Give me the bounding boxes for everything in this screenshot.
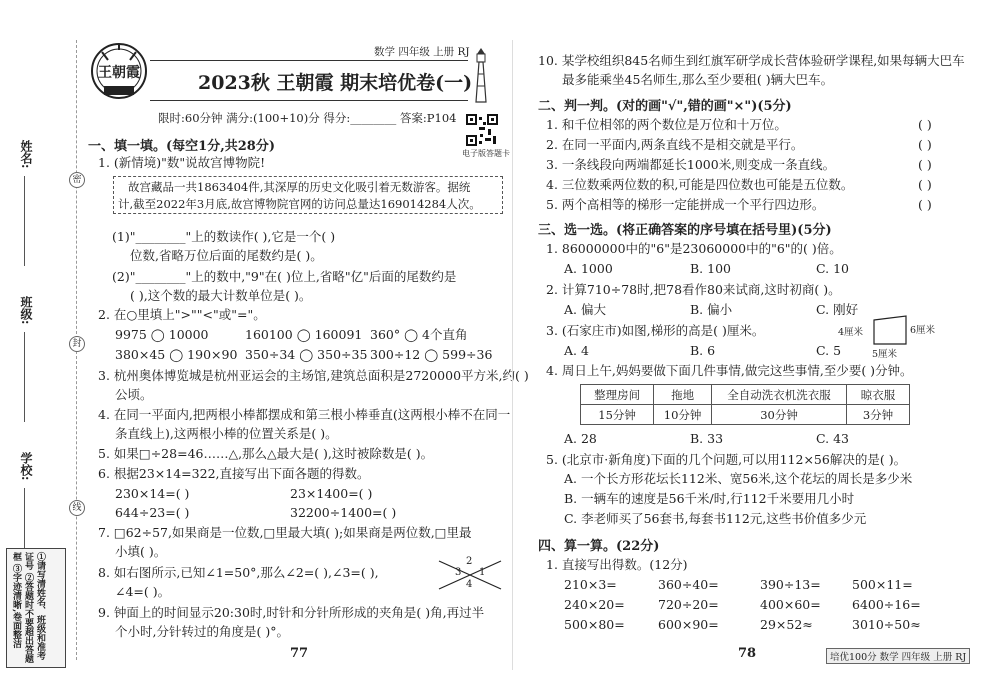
compare-r1-c2: 160100 ◯ 160091 [245,327,363,342]
chore-time-1: 15分钟 [581,405,654,425]
section-choice: 三、选一选。(将正确答案的序号填在括号里)(5分) [538,223,832,238]
judge-answer-2[interactable]: ( ) [918,137,932,152]
exam-info: 限时:60分钟 满分:(100+10)分 得分:________ 答案:P104 [158,111,457,125]
header-meta: 数学 四年级 上册 RJ [374,46,470,58]
choice-3: 3. (石家庄市)如图,梯形的高是( )厘米。 [546,323,765,338]
name-line [24,176,25,266]
calc-intro: 1. 直接写出得数。(12分) [546,557,688,572]
question-7-b: 小填( )。 [115,544,167,559]
choice-1-a: A. 1000 [564,261,613,276]
choice-4-a: A. 28 [564,431,597,446]
footer-tag: 培优100分 数学 四年级 上册 RJ [826,648,970,664]
q6-r1-c2: 23×1400=( ) [290,486,373,501]
binding-strip [0,0,82,694]
question-8-b: ∠4=( )。 [115,584,171,599]
question-9-a: 9. 钟面上的时间显示20:30时,时针和分针所形成的夹角是( )角,再过半 [98,605,485,620]
page-divider [512,40,513,670]
calc-r3-c3: 29×52≈ [760,617,813,632]
calc-r1-c2: 360÷40= [658,577,719,592]
trapezoid-right-label: 6厘米 [910,325,936,336]
question-6: 6. 根据23×14=322,直接写出下面各题的得数。 [98,466,370,481]
question-9-b: 个小时,分针转过的角度是( )°。 [115,624,289,639]
story-line-1: 故宫藏品一共1863404件,其深厚的历史文化吸引着无数游客。据统 [128,180,471,194]
choice-5: 5. (北京市·新角度)下面的几个问题,可以用112×56解决的是( )。 [546,452,907,467]
calc-r3-c2: 600×90= [658,617,719,632]
compare-r1-c3: 360° ◯ 4个直角 [370,327,468,342]
choice-3-a: A. 4 [564,343,589,358]
question-4-b: 条直线上),这两根小棒的位置关系是( )。 [115,426,338,441]
chore-time-3: 30分钟 [711,405,846,425]
q1-part2-a: (2)"________"上的数中,"9"在( )位上,省略"亿"后面的尾数约是 [112,269,457,284]
question-3-a: 3. 杭州奥体博览城是杭州亚运会的主场馆,建筑总面积是2720000平方米,约( ) [98,368,529,383]
q1-part1-b: 位数,省略万位后面的尾数约是( )。 [130,248,323,263]
question-5: 5. 如果□÷28=46……△,那么△最大是( ),这时被除数是( )。 [98,446,434,461]
story-line-2: 计,截至2022年3月底,故宫博物院官网的访问总量达169014284人次。 [118,197,481,211]
question-1: 1. (新情境)"数"说故宫博物院! [98,155,266,170]
trapezoid-figure [836,314,952,360]
choice-1-c: C. 10 [816,261,849,276]
page-title: 2023秋 王朝霞 期末培优卷(一) [198,72,473,94]
qr-caption: 电子版答题卡 [462,149,510,158]
choice-4-c: C. 43 [816,431,849,446]
choice-1-b: B. 100 [690,261,731,276]
notice-text: ①请写清姓名、班级和准考证号 ②答题时不要超出答题框 ③字迹清晰,卷面整洁 [11,552,45,664]
calc-r1-c4: 500×11= [852,577,913,592]
choice-5-c: C. 李老师买了56套书,每套书112元,这些书价值多少元 [564,511,867,526]
choice-3-b: B. 6 [690,343,716,358]
choice-5-a: A. 一个长方形花坛长112米、宽56米,这个花坛的周长是多少米 [564,471,913,486]
judge-1: 1. 和千位相邻的两个数位是万位和十万位。 [546,117,787,132]
trapezoid-left-label: 4厘米 [838,327,864,338]
compare-r2-c2: 350÷34 ◯ 350÷35 [245,347,368,362]
judge-2: 2. 在同一平面内,两条直线不是相交就是平行。 [546,137,804,152]
calc-r1-c1: 210×3= [564,577,617,592]
section-fill: 一、填一填。(每空1分,共28分) [88,139,275,154]
angle-1-label: 1 [479,567,486,578]
calc-r2-c4: 6400÷16= [852,597,921,612]
story-box [113,176,503,214]
q1-part2-b: ( ),这个数的最大计数单位是( )。 [130,288,312,303]
question-2: 2. 在○里填上">""<"或"="。 [98,307,266,322]
judge-5: 5. 两个高相等的梯形一定能拼成一个平行四边形。 [546,197,825,212]
judge-answer-4[interactable]: ( ) [918,177,932,192]
class-label: 班级: [19,296,33,325]
school-label: 学校: [19,452,33,481]
calc-r2-c3: 400×60= [760,597,821,612]
seal-mark-3: 线 [69,500,85,516]
lighthouse-icon [466,44,496,104]
chore-time-2: 10分钟 [654,405,712,425]
question-10-a: 10. 某学校组织845名师生到红旗军研学成长营体验研学课程,如果每辆大巴车 [538,53,965,68]
q6-r2-c2: 32200÷1400=( ) [290,505,397,520]
angle-3-label: 3 [455,567,462,578]
judge-answer-5[interactable]: ( ) [918,197,932,212]
header-rule-bottom [150,100,468,101]
choice-2-a: A. 偏大 [564,302,606,317]
seal-mark-1: 密 [69,172,85,188]
compare-r2-c3: 300÷12 ◯ 599÷36 [370,347,493,362]
choice-4-b: B. 33 [690,431,724,446]
judge-4: 4. 三位数乘两位数的积,可能是四位数也可能是五位数。 [546,177,854,192]
question-7-a: 7. □62÷57,如果商是一位数,□里最大填( );如果商是两位数,□里最 [98,525,472,540]
q6-r2-c1: 644÷23=( ) [115,505,190,520]
angle-figure [437,557,503,593]
question-10-b: 最多能乘坐45名师生,那么至少要租( )辆大巴车。 [562,72,834,87]
chores-table [580,384,910,425]
notice-panel [6,548,66,668]
angle-2-label: 2 [466,556,473,567]
choice-2: 2. 计算710÷78时,把78看作80来试商,这时初商( )。 [546,282,841,297]
logo-text: 王朝霞 [98,65,140,81]
name-label: 姓名: [19,140,33,169]
calc-r1-c3: 390÷13= [760,577,821,592]
chore-head-3: 全自动洗衣机洗衣服 [711,385,846,405]
qr-code-icon[interactable] [466,114,498,146]
choice-5-b: B. 一辆车的速度是56千米/时,行112千米要用几小时 [564,491,855,506]
choice-2-b: B. 偏小 [690,302,733,317]
page-number-left: 77 [290,646,309,661]
judge-3: 3. 一条线段向两端都延长1000米,则变成一条直线。 [546,157,836,172]
angle-4-label: 4 [466,579,473,590]
chore-time-4: 3分钟 [847,405,910,425]
chore-head-2: 拖地 [654,385,712,405]
calc-r2-c1: 240×20= [564,597,625,612]
choice-4: 4. 周日上午,妈妈要做下面几件事情,做完这些事情,至少要( )分钟。 [546,363,913,378]
page-number-right: 78 [738,646,757,661]
seal-mark-2: 封 [69,336,85,352]
choice-2-c: C. 刚好 [816,302,859,317]
brand-logo [88,40,150,102]
chore-head-4: 晾衣服 [847,385,910,405]
compare-r2-c1: 380×45 ◯ 190×90 [115,347,238,362]
choice-3-c: C. 5 [816,343,842,358]
calc-r3-c4: 3010÷50≈ [852,617,921,632]
header-rule [150,60,468,61]
trapezoid-bottom-label: 5厘米 [872,349,898,360]
q6-r1-c1: 230×14=( ) [115,486,190,501]
judge-answer-1[interactable]: ( ) [918,117,932,132]
choice-1: 1. 86000000中的"6"是23060000中的"6"的( )倍。 [546,241,842,256]
question-8-a: 8. 如右图所示,已知∠1=50°,那么∠2=( ),∠3=( ), [98,565,379,580]
class-line [24,332,25,422]
judge-answer-3[interactable]: ( ) [918,157,932,172]
compare-r1-c1: 9975 ◯ 10000 [115,327,209,342]
section-judge: 二、判一判。(对的画"√",错的画"×")(5分) [538,99,792,114]
question-3-b: 公顷。 [115,387,153,402]
calc-r3-c1: 500×80= [564,617,625,632]
calc-r2-c2: 720÷20= [658,597,719,612]
section-calc: 四、算一算。(22分) [538,539,660,554]
q1-part1-a: (1)"________"上的数读作( ),它是一个( ) [112,229,336,244]
question-4-a: 4. 在同一平面内,把两根小棒都摆成和第三根小棒垂直(这两根小棒不在同一 [98,407,511,422]
chore-head-1: 整理房间 [581,385,654,405]
